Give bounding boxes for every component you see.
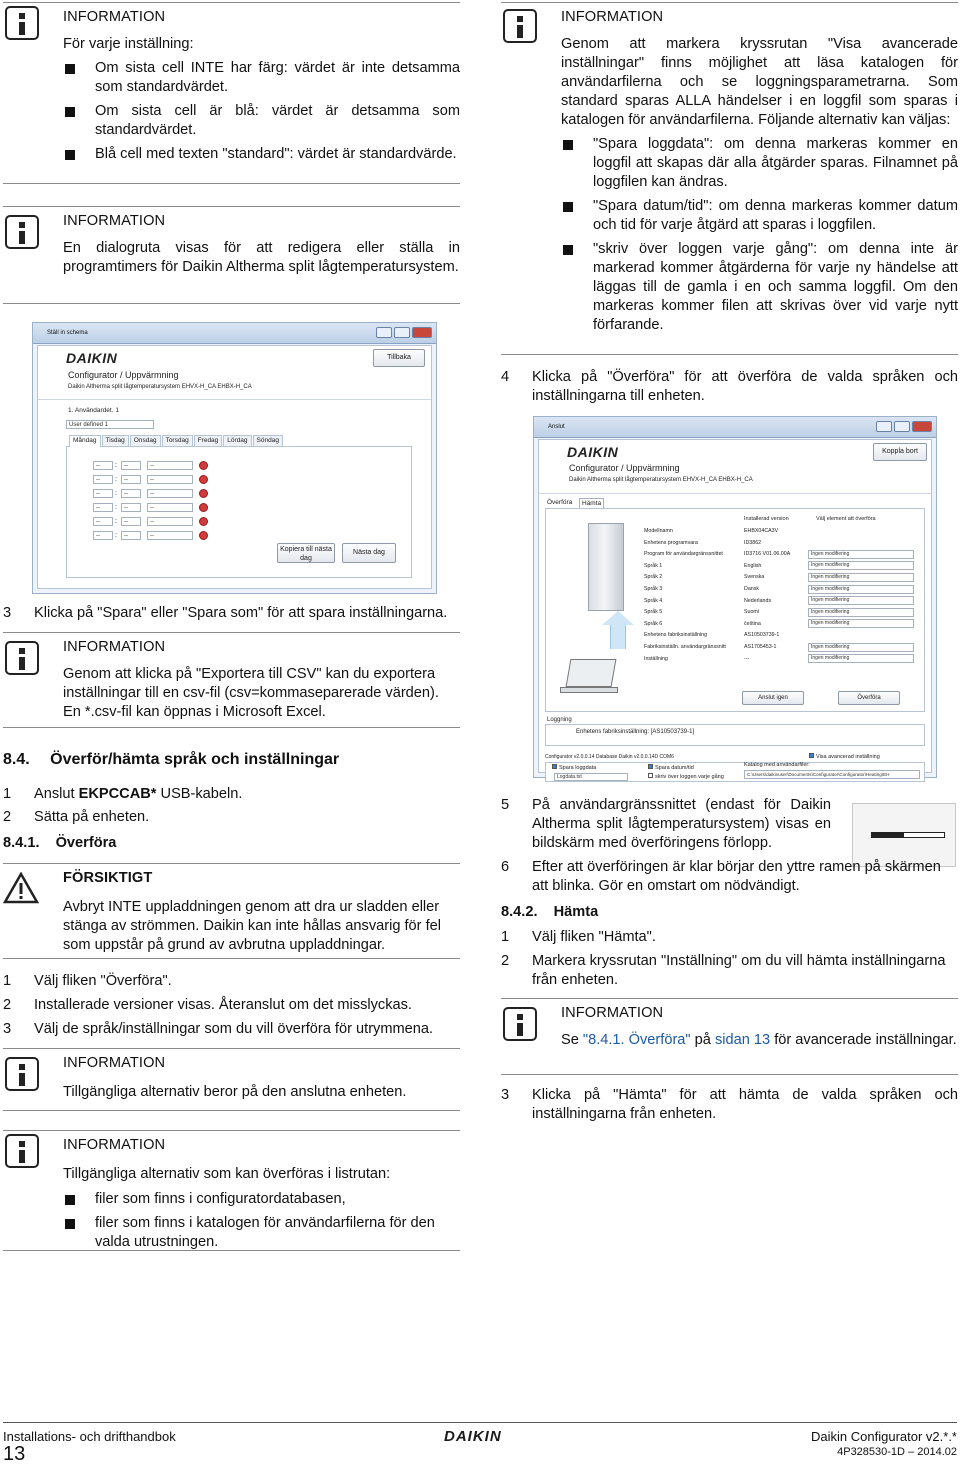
tab-day[interactable]: Lördag xyxy=(223,435,251,447)
transfer-option-select[interactable]: Ingen modifiering xyxy=(808,585,914,594)
catalog-label: Katalog med användarfiler: xyxy=(744,762,810,768)
caution-title: FÖRSIKTIGT xyxy=(63,870,153,886)
info-title: INFORMATION xyxy=(63,213,166,229)
tab-day[interactable]: Tisdag xyxy=(102,435,129,447)
information-icon xyxy=(5,6,39,40)
overwrite-label: skriv över loggen varje gång xyxy=(655,774,724,780)
version-row-label: Språk 2 xyxy=(644,574,663,581)
info-text: Tillgängliga alternativ beror på den anslutna enheten. xyxy=(63,1084,407,1100)
step-text: Klicka på "Hämta" för att hämta de valda språken och inställningarna från enheten. xyxy=(532,1087,958,1122)
window-title: Anslut xyxy=(548,424,565,430)
info-title: INFORMATION xyxy=(561,9,664,25)
info-text: Genom att markera kryssrutan "Visa avancerade inställningar" finns möjlighet att läsa katalogen för användarfilerna och se loggningsparametrarna. Som standard sparas ALLA händelser i en loggfil som sparas i katalogen för användarfilerna. Följande alternativ kan väljas: xyxy=(561,36,958,128)
step-number: 1 xyxy=(3,786,12,802)
daikin-logo: DAIKIN xyxy=(66,350,118,366)
information-icon xyxy=(5,1134,39,1168)
step-number: 1 xyxy=(501,929,510,945)
information-icon xyxy=(5,1057,39,1091)
time-select[interactable]: -- xyxy=(121,517,141,526)
step-number: 3 xyxy=(3,1021,12,1037)
version-row-label: Enhetens fabriksinställning xyxy=(644,632,708,639)
version-row-label: Modellnamn xyxy=(644,528,673,534)
version-row-label: Språk 3 xyxy=(644,586,663,592)
bullet-item: "Spara loggdata": om denna markeras kommer en loggfil att skapas där alla åtgärder sparas. Filnamnet på loggfilen kan ändras. xyxy=(561,135,958,192)
delete-row-icon[interactable] xyxy=(199,503,208,512)
time-separator: : xyxy=(115,490,117,497)
step-text: Välj de språk/inställningar som du vill överföra för utrymmena. xyxy=(34,1021,434,1037)
upload-arrow-icon xyxy=(602,611,634,625)
version-row-label: Språk 6 xyxy=(644,620,663,627)
app-heading: Configurator / Uppvärmning xyxy=(569,463,680,473)
step-number: 6 xyxy=(501,859,510,875)
subsection-title: Hämta xyxy=(553,904,599,920)
version-row-label: Fabriksinställn. användargränssnitt xyxy=(644,644,726,650)
step-text: Markera kryssrutan "Inställning" om du vill hämta inställningarna från enheten. xyxy=(532,953,946,988)
footer-daikin-logo: DAIKIN xyxy=(444,1428,502,1445)
bullet-item: "skriv över loggen varje gång": om denna inte är markerad kommer åtgärderna för varje ny händelse att läggas till de gamla i en och samma loggfil. Om den markeras kommer filen att skrivas över vid varje nytt förfarande. xyxy=(561,240,958,335)
step-click-fetch xyxy=(501,1086,958,1124)
step-text-post: USB-kabeln. xyxy=(156,786,243,802)
step-select-transfer-tab xyxy=(3,972,460,991)
step-text-bold: EKPCCAB* xyxy=(78,786,157,802)
footer-page-number: 13 xyxy=(3,1443,26,1464)
disconnect-button[interactable]: Koppla bort xyxy=(873,443,927,461)
step-number: 3 xyxy=(3,605,12,621)
step-text: På användargränssnittet (endast för Daikin Altherma split lågtemperatursystem) visas en bildskärm med överföringens förlopp. xyxy=(532,797,831,851)
step-power-on xyxy=(3,808,460,827)
user-defined-field[interactable]: User defined 1 xyxy=(66,420,154,429)
caution-text: Avbryt INTE uppladdningen genom att dra ur sladden eller stänga av strömmen. Daikin kan inte hållas ansvarig för fel som uppstår på grund av avbrutna uppladdningar. xyxy=(63,899,441,953)
reconnect-button[interactable]: Anslut igen xyxy=(742,691,804,705)
time-select[interactable]: -- xyxy=(147,461,193,470)
footer-manual-title: Installations- och drifthandbok xyxy=(3,1429,176,1444)
information-icon xyxy=(503,1007,537,1041)
delete-row-icon[interactable] xyxy=(199,475,208,484)
laptop-base xyxy=(560,687,618,693)
version-row-value: ID3862 xyxy=(744,539,762,546)
step-save xyxy=(3,604,460,623)
version-info: Configurator v2.0.0.14 Database Daikin v2.0.0.14D COM6 xyxy=(545,754,674,760)
version-row-label: Inställning xyxy=(644,655,668,662)
version-row-label: Språk 1 xyxy=(644,562,663,569)
info-box-dialog xyxy=(3,206,460,304)
close-icon[interactable] xyxy=(412,327,432,338)
time-select[interactable]: -- xyxy=(147,503,193,512)
delete-row-icon[interactable] xyxy=(199,461,208,470)
info-text: Genom att klicka på "Exportera till CSV" kan du exportera inställningar till en csv-fil (csv=kommaseparerade värden). En *.csv-fil kan öppnas i Microsoft Excel. xyxy=(63,666,439,720)
tab-transfer[interactable]: Överföra xyxy=(547,499,573,506)
outdoor-unit-illustration xyxy=(588,523,624,611)
tab-day[interactable]: Torsdag xyxy=(162,435,193,447)
window-titlebar xyxy=(534,417,936,438)
time-select[interactable]: -- xyxy=(93,503,113,512)
time-select[interactable]: -- xyxy=(93,489,113,498)
information-icon xyxy=(5,641,39,675)
subsection-title: Överföra xyxy=(55,835,117,851)
step-ui-progress xyxy=(501,796,831,853)
window-client xyxy=(37,345,432,589)
close-icon[interactable] xyxy=(912,421,932,432)
step-restart xyxy=(501,858,958,896)
time-select[interactable]: -- xyxy=(147,531,193,540)
window-title: Ställ in schema xyxy=(47,330,88,336)
subsection-number: 8.4.2. xyxy=(501,904,538,920)
save-time-checkbox[interactable] xyxy=(648,764,694,773)
step-number: 2 xyxy=(3,997,12,1013)
info-title: INFORMATION xyxy=(63,1055,166,1071)
time-select[interactable]: -- xyxy=(93,461,113,470)
time-select[interactable]: -- xyxy=(93,517,113,526)
tab-fetch[interactable]: Hämta xyxy=(579,498,604,508)
step-click-transfer xyxy=(501,368,958,406)
step-text: Installerade versioner visas. Återanslut om det misslyckas. xyxy=(34,997,412,1013)
delete-row-icon[interactable] xyxy=(199,531,208,540)
step-text: Klicka på "Spara" eller "Spara som" för att spara inställningarna. xyxy=(34,605,448,621)
time-select[interactable]: -- xyxy=(121,489,141,498)
info-box-cell-colors xyxy=(3,2,460,184)
daikin-logo: DAIKIN xyxy=(567,444,619,460)
time-select[interactable]: -- xyxy=(147,489,193,498)
progress-bar-fill xyxy=(872,833,904,837)
version-row-value: English xyxy=(744,562,762,569)
version-row-label: Program för användargränssnittet xyxy=(644,551,723,558)
time-separator: : xyxy=(115,462,117,469)
schedule-window-screenshot xyxy=(32,322,437,594)
info-intro: Tillgängliga alternativ som kan överföras i listrutan: xyxy=(63,1166,391,1182)
maximize-icon[interactable] xyxy=(394,327,410,338)
transfer-option-select[interactable]: Ingen modifiering xyxy=(808,619,914,628)
version-row-label: Språk 5 xyxy=(644,609,663,616)
transfer-option-select[interactable]: Ingen modifiering xyxy=(808,561,914,570)
laptop-illustration xyxy=(566,659,617,687)
step-text-pre: Anslut xyxy=(34,786,79,802)
connect-window-screenshot xyxy=(533,416,937,778)
version-row-value: EHBX04CA3V xyxy=(744,528,779,534)
window-client xyxy=(538,439,932,780)
next-day-button[interactable]: Nästa dag xyxy=(342,543,396,563)
info-box-advanced-settings xyxy=(501,2,958,355)
bullet-item: Blå cell med texten "standard": värdet är standardvärde. xyxy=(63,145,460,164)
ref-mid: på xyxy=(690,1032,715,1048)
section-link[interactable]: "8.4.1. Överföra" xyxy=(582,1032,691,1048)
info-text: En dialogruta visas för att redigera eller ställa in programtimers för Daikin Altherma split lågtemperatursystem. xyxy=(63,240,460,275)
copy-to-next-day-button[interactable]: Kopiera till nästa dag xyxy=(277,543,335,563)
footer-product-title: Daikin Configurator v2.*.* xyxy=(811,1429,957,1444)
step-number: 3 xyxy=(501,1087,510,1103)
info-title: INFORMATION xyxy=(63,639,166,655)
info-intro: För varje inställning: xyxy=(63,36,194,52)
column-select-elements: Välj element att överföra xyxy=(816,516,876,522)
info-box-see-reference xyxy=(501,998,958,1075)
info-title: INFORMATION xyxy=(63,9,166,25)
transfer-option-select[interactable]: Ingen modifiering xyxy=(808,608,914,617)
step-text: Välj fliken "Hämta". xyxy=(532,929,656,945)
time-select[interactable]: -- xyxy=(147,475,193,484)
minimize-icon[interactable] xyxy=(376,327,392,338)
time-select[interactable]: -- xyxy=(147,517,193,526)
step-number: 1 xyxy=(3,973,12,989)
step-text: Välj fliken "Överföra". xyxy=(34,973,172,989)
transfer-option-select[interactable]: Ingen modifiering xyxy=(808,550,914,559)
progress-bar xyxy=(871,832,945,838)
delete-row-icon[interactable] xyxy=(199,489,208,498)
transfer-button[interactable]: Överföra xyxy=(838,691,900,705)
version-row-value: Dansk xyxy=(744,586,760,592)
time-select[interactable]: -- xyxy=(93,531,113,540)
subsection-number: 8.4.1. xyxy=(3,835,40,851)
subsection-heading xyxy=(3,834,116,853)
version-row-value: Nederlands xyxy=(744,597,772,604)
step-text: Sätta på enheten. xyxy=(34,809,150,825)
version-row-value: čeština xyxy=(744,620,761,627)
save-log-label: Spara loggdata xyxy=(559,765,597,771)
step-connect xyxy=(3,785,460,804)
overwrite-checkbox[interactable] xyxy=(648,773,724,782)
info-box-list-options xyxy=(3,1130,460,1251)
section-title: Överför/hämta språk och inställningar xyxy=(50,751,340,768)
time-select[interactable]: -- xyxy=(121,461,141,470)
version-row-value: AS1705453-1 xyxy=(744,644,777,650)
column-installed-version: Installerad version xyxy=(744,516,789,522)
step-number: 4 xyxy=(501,369,510,385)
info-title: INFORMATION xyxy=(63,1137,166,1153)
time-separator: : xyxy=(115,504,117,511)
version-row-value: ID3716 V01.06.00A xyxy=(744,551,791,558)
step-installed-versions xyxy=(3,996,460,1015)
info-box-csv xyxy=(3,632,460,728)
day-tabs xyxy=(69,435,284,447)
app-subtitle: Daikin Altherma split lågtemperatursystem EHVX-H_CA EHBX-H_CA xyxy=(68,384,252,390)
transfer-option-select[interactable]: Ingen modifiering xyxy=(808,643,914,652)
user-defined-label: 1. Användardet. 1 xyxy=(68,407,119,414)
step-number: 2 xyxy=(3,809,12,825)
ref-post: för avancerade inställningar. xyxy=(770,1032,957,1048)
version-row-value: --- xyxy=(744,655,750,662)
minimize-icon[interactable] xyxy=(876,421,892,432)
time-separator: : xyxy=(115,518,117,525)
app-heading: Configurator / Uppvärmning xyxy=(68,370,179,380)
step-number: 2 xyxy=(501,953,510,969)
info-box-options xyxy=(3,1048,460,1111)
log-text: Enhetens fabriksinställning: [AS10503739-1] xyxy=(576,729,695,735)
step-check-setting xyxy=(501,952,958,990)
tab-day[interactable]: Söndag xyxy=(253,435,283,447)
time-select[interactable]: -- xyxy=(121,531,141,540)
transfer-option-select[interactable]: Ingen modifiering xyxy=(808,596,914,605)
transfer-option-select[interactable]: Ingen modifiering xyxy=(808,573,914,582)
step-text: Efter att överföringen är klar börjar den yttre ramen på skärmen att blinka. Gör en omstart om nödvändigt. xyxy=(532,859,941,894)
tab-day[interactable]: Onsdag xyxy=(130,435,161,447)
time-select[interactable]: -- xyxy=(121,475,141,484)
save-time-label: Spara datum/tid xyxy=(655,765,694,771)
log-label: Loggning xyxy=(547,717,572,723)
save-log-checkbox[interactable] xyxy=(552,764,596,773)
caution-box xyxy=(3,863,460,959)
time-separator: : xyxy=(115,476,117,483)
app-subtitle: Daikin Altherma split lågtemperatursystem EHVX-H_CA EHBX-H_CA xyxy=(569,477,753,483)
time-select[interactable]: -- xyxy=(121,503,141,512)
version-row-value: AS10503739-1 xyxy=(744,632,780,639)
step-select-fetch-tab xyxy=(501,928,958,947)
section-number: 8.4. xyxy=(3,751,30,768)
footer-divider xyxy=(3,1422,957,1423)
step-text: Klicka på "Överföra" för att överföra de valda språken och inställningarna till enheten. xyxy=(532,369,958,404)
bullet-item: filer som finns i configuratordatabasen, xyxy=(63,1190,460,1209)
maximize-icon[interactable] xyxy=(894,421,910,432)
information-icon xyxy=(5,215,39,249)
warning-icon xyxy=(3,872,39,904)
info-title: INFORMATION xyxy=(561,1005,664,1021)
delete-row-icon[interactable] xyxy=(199,517,208,526)
window-titlebar xyxy=(33,323,436,344)
footer-doc-number: 4P328530-1D – 2014.02 xyxy=(837,1446,957,1458)
advanced-checkbox-label[interactable] xyxy=(809,753,880,762)
ref-pre: Se xyxy=(561,1032,583,1048)
step-number: 5 xyxy=(501,797,510,813)
subsection-heading xyxy=(501,903,598,922)
back-button[interactable]: Tillbaka xyxy=(373,349,425,367)
bullet-item: Om sista cell är blå: värdet är detsamma som standardvärdet. xyxy=(63,102,460,140)
upload-arrow-shaft xyxy=(610,625,626,649)
advanced-label: Visa avancerad inställning xyxy=(816,754,880,760)
information-icon xyxy=(503,9,537,43)
version-row-value: Suomi xyxy=(744,609,760,616)
tab-day[interactable]: Måndag xyxy=(69,435,101,447)
bullet-item: Om sista cell INTE har färg: värdet är inte detsamma som standardvärdet. xyxy=(63,59,460,97)
log-file-field[interactable]: Logdata.txt xyxy=(554,773,628,781)
time-select[interactable]: -- xyxy=(93,475,113,484)
catalog-path-field[interactable]: C:\Users\daikinuser\Documents\Configurator\Configurator\Heating\EH xyxy=(744,770,920,779)
transfer-option-select[interactable]: Ingen modifiering xyxy=(808,654,914,663)
tab-day[interactable]: Fredag xyxy=(194,435,223,447)
version-row-label: Enhetens programvara xyxy=(644,539,698,546)
version-row-label: Språk 4 xyxy=(644,597,663,604)
time-separator: : xyxy=(115,532,117,539)
bullet-item: filer som finns i katalogen för användarfilerna för den valda utrustningen. xyxy=(63,1214,460,1252)
step-choose-languages xyxy=(3,1020,460,1039)
version-row-value: Svenska xyxy=(744,574,765,581)
bullet-item: "Spara datum/tid": om denna markeras kommer datum och tid för varje åtgärd att sparas i loggfilen. xyxy=(561,197,958,235)
page-link[interactable]: sidan 13 xyxy=(714,1032,771,1048)
section-heading xyxy=(3,750,339,769)
